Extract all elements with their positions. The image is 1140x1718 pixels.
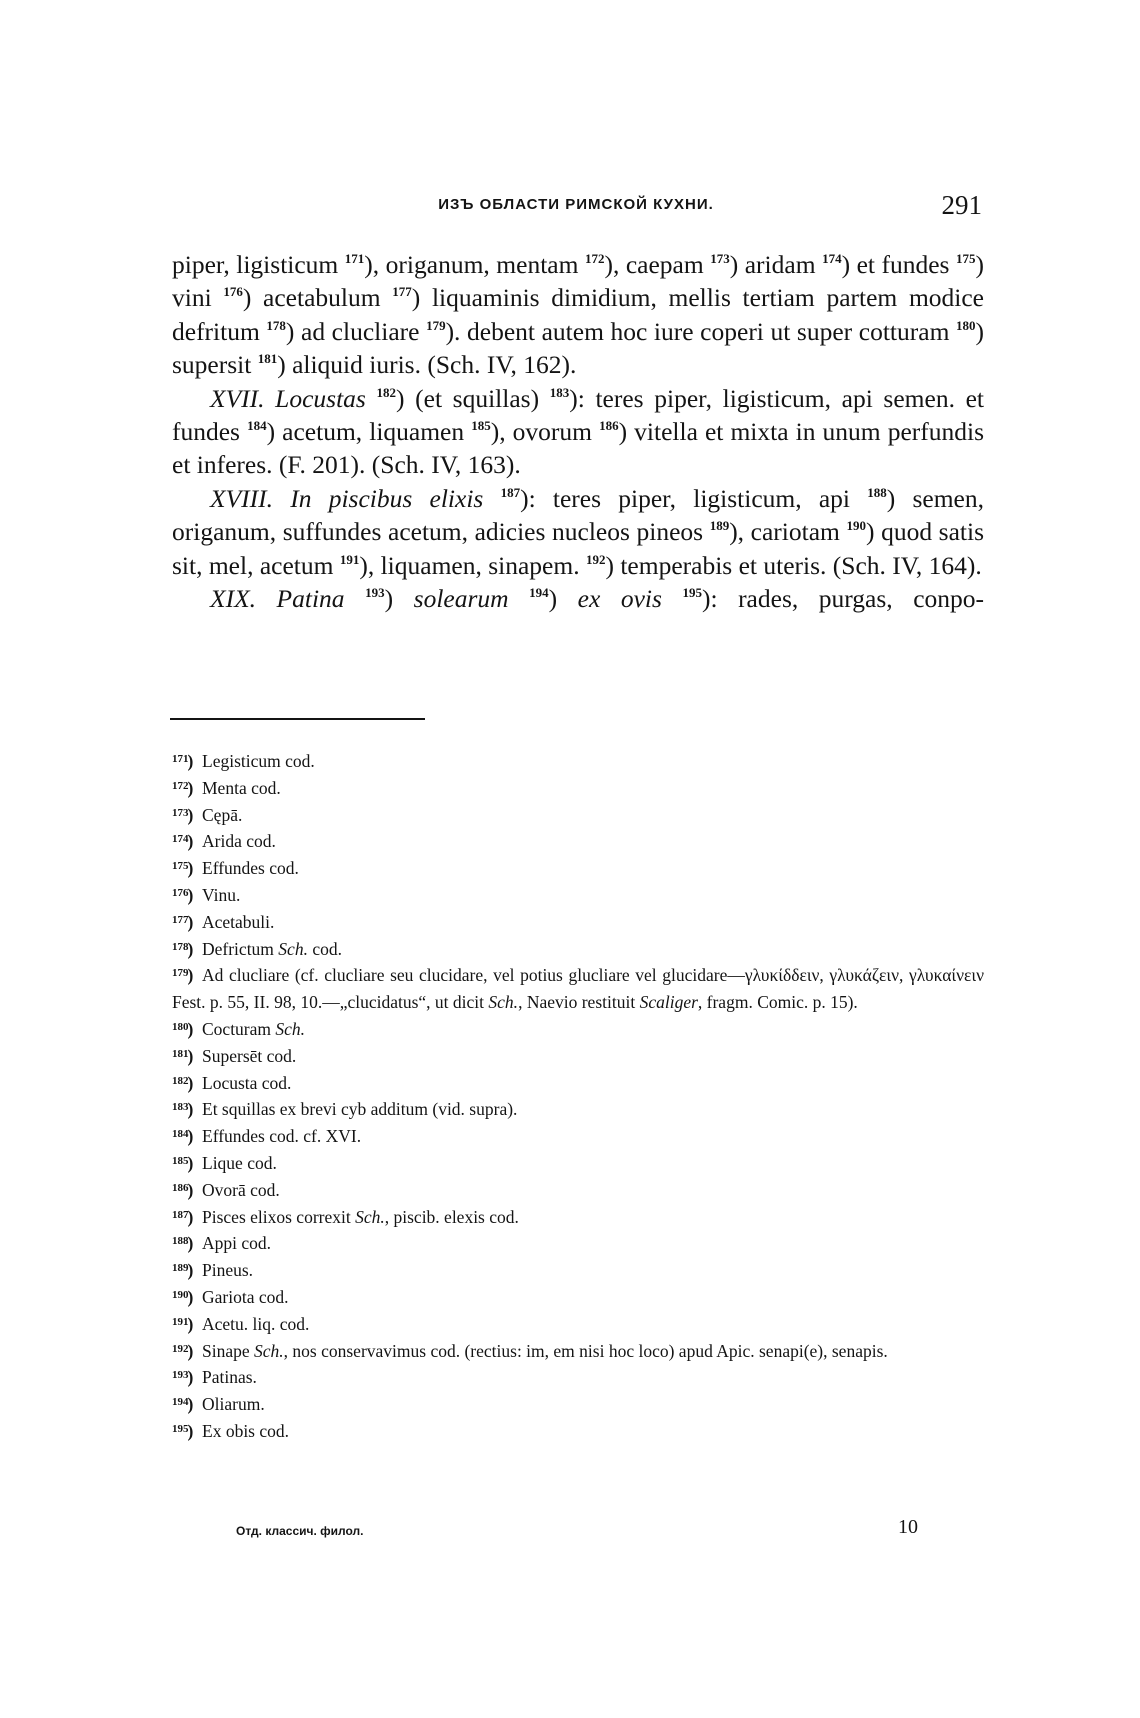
footnote-ref: 172 — [584, 251, 605, 266]
text-run: ), origanum, mentam — [364, 250, 585, 279]
footnote-paren: ) — [187, 1045, 194, 1066]
footnote-number — [172, 1206, 202, 1227]
footnote-paren: ) — [187, 1179, 194, 1200]
italic-text: Scaliger — [639, 992, 698, 1013]
footnote-number — [172, 1018, 202, 1039]
footnote-ref: 185 — [471, 418, 491, 434]
footnote — [172, 1391, 984, 1418]
footnote-paren: ) — [187, 831, 194, 852]
page-number: 291 — [941, 190, 982, 220]
footnote — [172, 909, 984, 936]
footnote-number-value: 182 — [172, 1074, 189, 1087]
footnote-number — [172, 1126, 202, 1147]
footnote — [172, 1177, 984, 1204]
text-run: Sinape — [202, 1340, 255, 1361]
text-run: piper, ligisticum — [172, 250, 345, 279]
footnote-number-value: 191 — [172, 1315, 189, 1328]
footnote — [172, 1364, 984, 1391]
footnote-paren: ) — [187, 1286, 194, 1307]
footnote-number — [172, 938, 202, 959]
footnote — [172, 1043, 984, 1070]
text-run: Locusta cod. — [202, 1072, 292, 1093]
footnote — [172, 1230, 984, 1257]
footnote — [172, 748, 984, 775]
footnote-ref: 193 — [365, 585, 385, 601]
footnote-number-value: 171 — [172, 753, 189, 765]
footnote-number — [172, 911, 202, 932]
footnote — [172, 882, 984, 909]
text-run: Effundes cod. — [202, 858, 299, 879]
sheet-number: 10 — [898, 1516, 918, 1538]
text-run: ): teres piper, ligisticum, api semen. et fundes — [172, 383, 984, 447]
footnote-number — [172, 831, 202, 852]
footnote — [172, 1150, 984, 1177]
text-run: ), cariotam — [729, 517, 847, 547]
footnote-number — [172, 1286, 202, 1307]
footnote-number — [172, 1420, 202, 1441]
footnote-ref: 175 — [956, 251, 976, 266]
footnote-number-value: 184 — [172, 1128, 189, 1141]
text-run: Appi cod. — [202, 1233, 272, 1254]
footnote-number-value: 189 — [172, 1262, 189, 1275]
italic-text: Sch. — [355, 1206, 385, 1227]
text-run: Effundes cod. cf. XVI. — [202, 1126, 362, 1147]
footnote-number-value: 178 — [172, 940, 189, 953]
text-run: Oliarum. — [202, 1394, 265, 1415]
text-run: ), caepam — [604, 250, 711, 279]
footnote-number-value: 194 — [172, 1396, 189, 1409]
footnote — [172, 1123, 984, 1150]
italic-text: Sch. — [254, 1340, 284, 1361]
footnote-ref: 183 — [549, 384, 570, 400]
footnote-paren: ) — [187, 1367, 194, 1388]
footnote-number-value: 181 — [172, 1047, 189, 1060]
text-run: ): rades, purgas, conpo- — [701, 584, 985, 614]
text-run: , piscib. elexis cod. — [384, 1206, 519, 1227]
footnote-number-value: 176 — [172, 886, 189, 899]
text-run: Menta cod. — [202, 777, 281, 798]
running-head — [170, 190, 982, 224]
footnote-paren: ) — [187, 751, 194, 771]
footnote-ref: 195 — [682, 585, 702, 601]
footnote-number-value: 190 — [172, 1288, 189, 1301]
text-run: ) aliquid iuris. (Sch. IV, 162). — [277, 350, 577, 380]
text-run — [662, 584, 683, 613]
italic-text: solearum — [413, 584, 509, 614]
footnote-paren: ) — [187, 1099, 194, 1120]
footnote-number — [172, 965, 202, 986]
footnote-ref: 179 — [426, 317, 446, 333]
footnote-ref: 176 — [223, 284, 243, 300]
footnote — [172, 1096, 984, 1123]
body-paragraph — [172, 382, 984, 482]
text-run: cod. — [307, 938, 342, 959]
text-run: ) acetum, liquamen — [266, 417, 472, 447]
footnote-number — [172, 884, 202, 905]
text-run: Arida cod. — [202, 831, 276, 852]
footnote-paren: ) — [187, 1340, 194, 1361]
footnote-ref: 188 — [867, 484, 887, 500]
text-run: ) vini — [172, 250, 984, 313]
footnote-ref: 184 — [247, 418, 267, 434]
footnote-number-value: 174 — [172, 833, 189, 846]
text-run: Legisticum cod. — [202, 751, 315, 771]
footnote-paren: ) — [187, 1260, 194, 1281]
footnote-number-value: 187 — [172, 1208, 189, 1221]
footnotes — [172, 748, 984, 1445]
footnote-number — [172, 777, 202, 798]
footnote-ref: 190 — [846, 518, 866, 534]
text-run: Ad clucliare (cf. clucliare seu clucidare, vel potius glucliare vel glucidare—γλυκίδδειν, γλυκάζειν, γλυκαίνειν Fest. p. 55, II. 98, 10.—„clucidatus“, ut dicit — [172, 965, 984, 1013]
text-run: ) aridam — [729, 250, 823, 279]
footnote — [172, 1284, 984, 1311]
text-run — [509, 584, 530, 613]
footnote — [172, 1204, 984, 1231]
text-run: ) acetabulum — [242, 283, 393, 313]
footnote-number-value: 175 — [172, 860, 189, 873]
body-paragraph — [172, 248, 984, 382]
footnote — [172, 1257, 984, 1284]
body-text — [172, 248, 984, 615]
footnote-number — [172, 1072, 202, 1093]
text-run — [366, 384, 377, 413]
text-run: Cocturam — [202, 1018, 276, 1039]
footnote-ref: 192 — [585, 551, 606, 567]
footnote-number — [172, 1313, 202, 1334]
footnote-number — [172, 1394, 202, 1415]
text-run: ) supersit — [172, 316, 985, 380]
footnote — [172, 936, 984, 963]
text-run: ) et fundes — [841, 250, 956, 279]
footnote-paren: ) — [187, 804, 194, 825]
footnote-ref: 182 — [376, 384, 396, 400]
footnote-number-value: 185 — [172, 1154, 189, 1167]
footnote — [172, 962, 984, 1016]
footnote — [172, 1418, 984, 1445]
footnote-ref: 187 — [500, 484, 521, 500]
text-run: Ovorā cod. — [202, 1179, 280, 1200]
text-run — [483, 484, 500, 513]
footnote-paren: ) — [187, 884, 194, 905]
footnote-ref: 177 — [392, 284, 412, 300]
footnote-number-value: 183 — [172, 1101, 189, 1114]
footnote-paren: ) — [187, 1126, 194, 1147]
footnote — [172, 828, 984, 855]
text-run: ) (et squillas) — [396, 383, 550, 413]
text-run: ), liquamen, sinapem. — [359, 550, 586, 580]
footnote — [172, 775, 984, 802]
footnote-number — [172, 804, 202, 825]
footnote-ref: 178 — [266, 317, 286, 333]
italic-text: XIX. Patina — [210, 584, 345, 614]
body-paragraph — [172, 482, 984, 582]
text-run — [345, 584, 366, 613]
footnote-ref: 191 — [339, 551, 360, 567]
footnote-ref: 194 — [529, 585, 549, 601]
footnote-paren: ) — [187, 1018, 194, 1039]
footnote — [172, 1016, 984, 1043]
text-run: ) semen, origanum, suffundes acetum, adicies nucleos pineos — [172, 483, 984, 547]
footnote-ref: 174 — [822, 251, 842, 266]
footnote-number-value: 179 — [172, 967, 189, 980]
footnote-number — [172, 751, 202, 771]
footnote-number — [172, 1233, 202, 1254]
footnote-ref: 173 — [710, 251, 730, 266]
footnote-paren: ) — [187, 1394, 194, 1415]
footnote-number-value: 172 — [172, 779, 189, 792]
footnote-paren: ) — [187, 911, 194, 932]
text-run: ) liquaminis dimidium, mellis tertiam partem modice defritum — [172, 283, 984, 346]
footnote-number — [172, 1099, 202, 1120]
footnote — [172, 1311, 984, 1338]
text-run: Ex obis cod. — [202, 1420, 290, 1441]
footnote-paren: ) — [187, 777, 194, 798]
italic-text: XVII. Locustas — [210, 383, 366, 413]
footnote-number-value: 188 — [172, 1235, 189, 1248]
footnote-number-value: 186 — [172, 1181, 189, 1194]
footnote — [172, 1070, 984, 1097]
footnote-number-value: 180 — [172, 1020, 189, 1033]
footnote — [172, 802, 984, 829]
text-run: , nos conservavimus cod. (rectius: im, em nisi hoc loco) apud Apic. senapi(e), senapis. — [283, 1340, 888, 1361]
text-run: ) ad clucliare — [285, 316, 427, 346]
footnote-number — [172, 1340, 202, 1361]
italic-text: Sch. — [275, 1018, 306, 1039]
footnote-number — [172, 1152, 202, 1173]
footnote-number-value: 177 — [172, 913, 189, 926]
footnote-number — [172, 1045, 202, 1066]
footnote-paren: ) — [187, 858, 194, 879]
text-run: ) — [384, 584, 414, 614]
text-run: ) — [548, 584, 578, 614]
text-run: Gariota cod. — [202, 1286, 289, 1307]
footnote-ref: 171 — [344, 251, 365, 266]
text-run: ) temperabis et uteris. (Sch. IV, 164). — [605, 550, 982, 580]
text-run: Lique cod. — [202, 1152, 277, 1173]
italic-text: ex ovis — [577, 584, 662, 614]
footnote-number — [172, 1260, 202, 1281]
footnote-paren: ) — [187, 1206, 194, 1227]
footnote-paren: ) — [187, 938, 194, 959]
footnote-number-value: 193 — [172, 1369, 189, 1382]
footnote-ref: 181 — [257, 351, 278, 367]
text-run: ) vitella et mixta in unum perfundis et inferes. (F. 201). (Sch. IV, 163). — [172, 417, 985, 480]
footnote-ref: 180 — [956, 317, 976, 333]
footnote-number-value: 192 — [172, 1342, 189, 1355]
text-run: Acetu. liq. cod. — [202, 1313, 310, 1334]
text-run: Et squillas ex brevi cyb additum (vid. supra). — [202, 1099, 518, 1120]
footnote-paren: ) — [187, 1233, 194, 1254]
text-run: Pineus. — [202, 1260, 254, 1281]
italic-text: Sch. — [278, 938, 308, 959]
text-run: Vinu. — [202, 884, 241, 905]
printer-signature: Отд. классич. филол. — [236, 1524, 364, 1538]
running-title: ИЗЪ ОБЛАСТИ РИМСКОЙ КУХНИ. — [438, 196, 714, 213]
footnote-number-value: 173 — [172, 806, 189, 819]
footnote-number-value: 195 — [172, 1422, 189, 1435]
text-run: Cępā. — [202, 804, 243, 825]
text-run: Patinas. — [202, 1367, 257, 1388]
footnote-paren: ) — [187, 1313, 194, 1334]
footnote-paren: ) — [187, 1152, 194, 1173]
text-run: ). debent autem hoc iure coperi ut super cotturam — [445, 316, 957, 346]
text-run: Pisces elixos correxit — [202, 1206, 356, 1227]
body-paragraph — [172, 582, 984, 615]
footnote-ref: 186 — [599, 418, 619, 434]
text-run: Acetabuli. — [202, 911, 275, 932]
footnote-paren: ) — [187, 1072, 194, 1093]
footnote — [172, 1338, 984, 1365]
text-run: ): teres piper, ligisticum, api — [520, 483, 868, 513]
footnote-rule — [170, 718, 425, 720]
footnote-number — [172, 1367, 202, 1388]
footnote-ref: 189 — [709, 518, 730, 534]
text-run: ), ovorum — [490, 417, 600, 447]
text-run: , fragm. Comic. p. 15). — [697, 992, 858, 1013]
footnote-number — [172, 1179, 202, 1200]
italic-text: Sch. — [488, 992, 519, 1013]
footnote-paren: ) — [187, 1420, 194, 1441]
footnote-paren: ) — [187, 965, 194, 986]
text-run: Supersēt cod. — [202, 1045, 297, 1066]
italic-text: XVIII. In piscibus elixis — [210, 483, 484, 513]
text-run: Defrictum — [202, 938, 279, 959]
footnote — [172, 855, 984, 882]
footnote-number — [172, 858, 202, 879]
text-run: , Naevio restituit — [518, 992, 640, 1013]
text-run: ) quod satis sit, mel, acetum — [172, 517, 985, 580]
